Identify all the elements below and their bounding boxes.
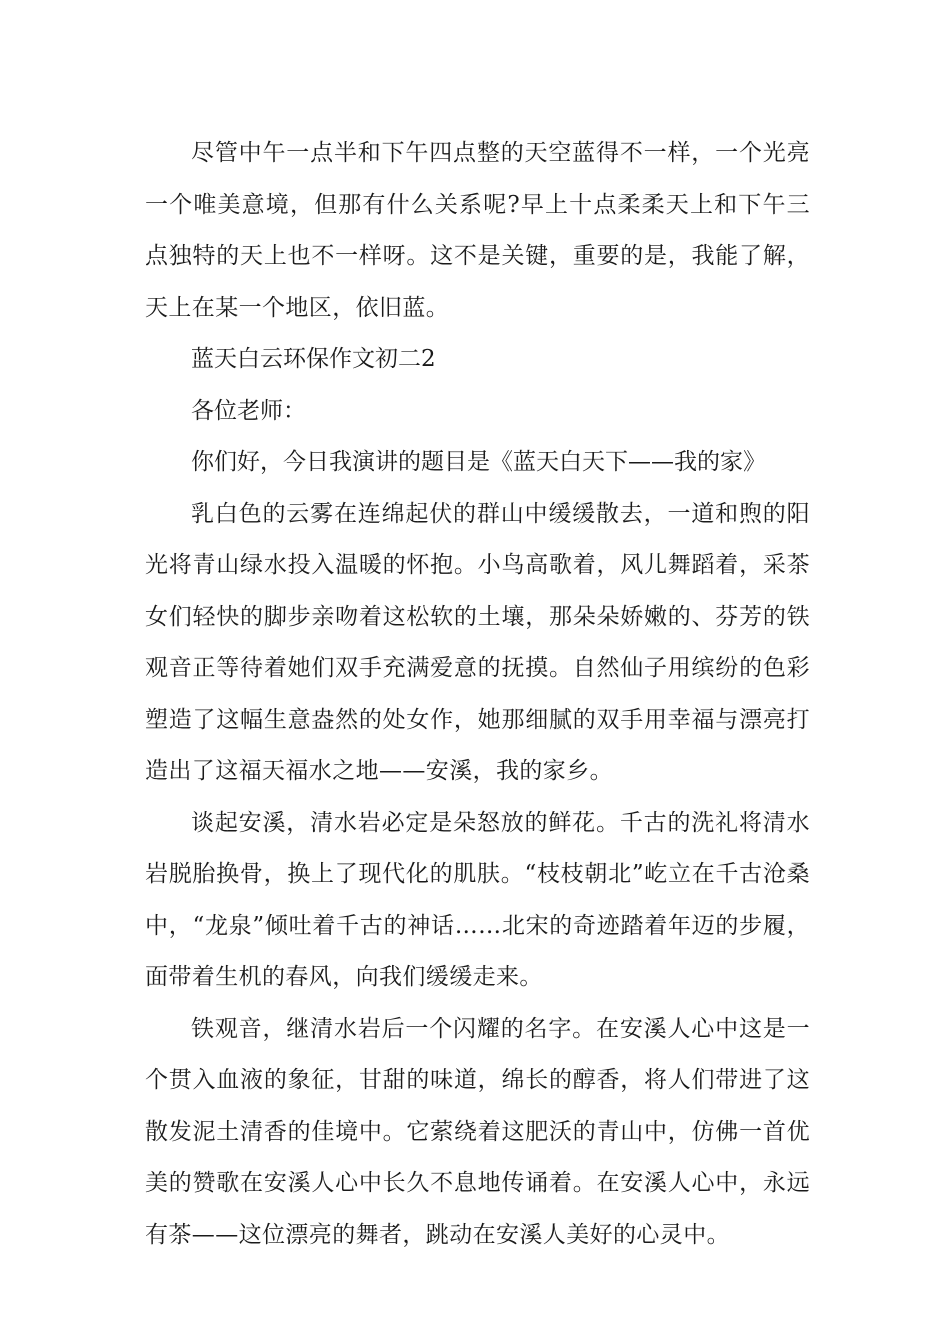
document-body (145, 128, 810, 1261)
salutation: 各位老师： (191, 397, 306, 424)
speech-intro: 你们好，今日我演讲的题目是《蓝天白天下——我的家》 (191, 449, 766, 475)
paragraph-sky-comparison: 尽管中午一点半和下午四点整的天空蓝得不一样，一个光亮一个唯美意境，但那有什么关系呢?早上十点柔柔天上和下午三点独特的天上也不一样呀。这不是关键，重要的是，我能了解，天上在某一个地区，依旧蓝。 (145, 140, 810, 321)
paragraph-tieguanyin: 铁观音，继清水岩后一个闪耀的名字。在安溪人心中这是一个贯入血液的象征，甘甜的味道，绵长的醇香，将人们带进了这散发泥土清香的佳境中。它萦绕着这肥沃的青山中，仿佛一首优美的赞歌在安溪人心中长久不息地传诵着。在安溪人心中，永远有茶——这位漂亮的舞者，跳动在安溪人美好的心灵中。 (145, 1015, 810, 1248)
essay-title: 蓝天白云环保作文初二2 (191, 346, 436, 372)
paragraph-qingshuiyan: 谈起安溪，清水岩必定是朵怒放的鲜花。千古的洗礼将清水岩脱胎换骨，换上了现代化的肌肤。“枝枝朝北”屹立在千古沧桑中，“龙泉”倾吐着千古的神话……北宋的奇迹踏着年迈的步履，面带着生机的春风，向我们缓缓走来。 (145, 809, 810, 990)
paragraph-hometown: 乳白色的云雾在连绵起伏的群山中缓缓散去，一道和煦的阳光将青山绿水投入温暖的怀抱。小鸟高歌着，风儿舞蹈着，采茶女们轻快的脚步亲吻着这松软的土壤，那朵朵娇嫩的、芬芳的铁观音正等待着她们双手充满爱意的抚摸。自然仙子用缤纷的色彩塑造了这幅生意盎然的处女作，她那细腻的双手用幸福与漂亮打造出了这福天福水之地——安溪，我的家乡。 (145, 500, 810, 784)
